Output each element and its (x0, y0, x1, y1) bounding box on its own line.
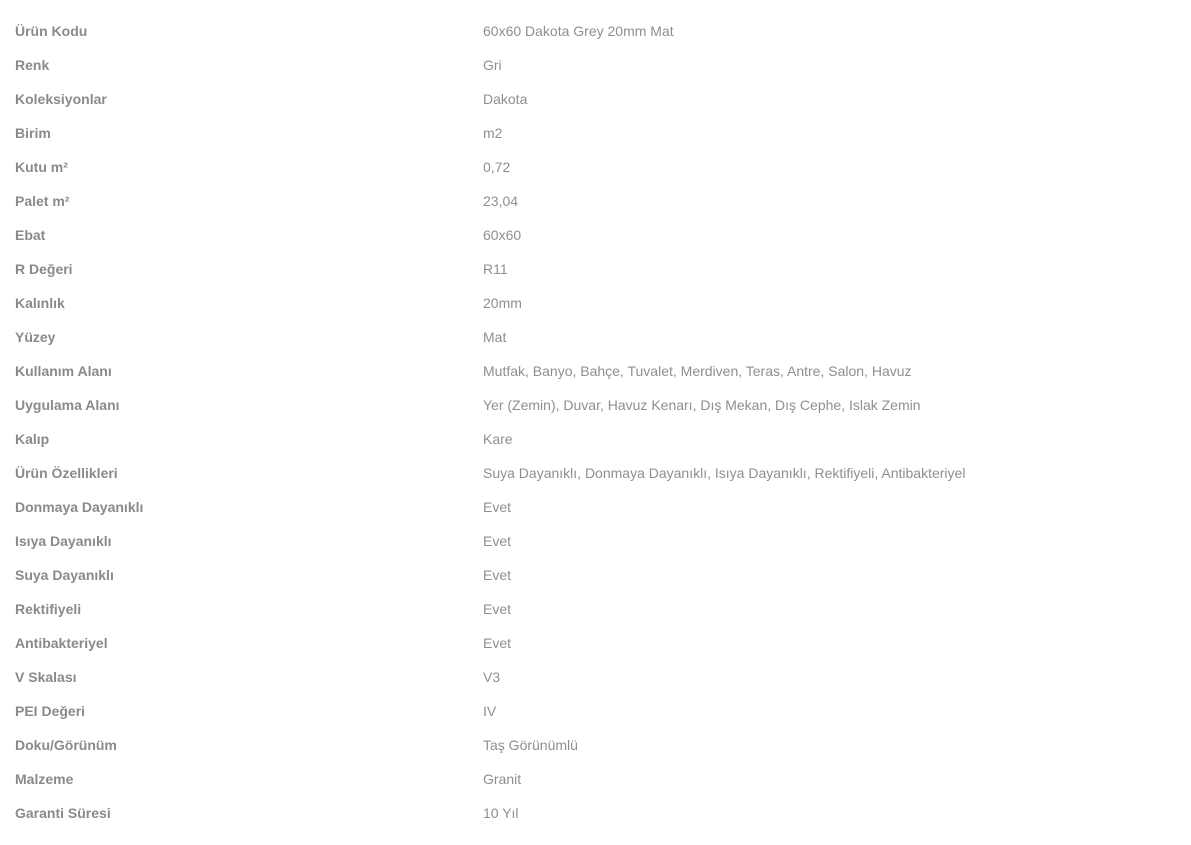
spec-value: m2 (483, 125, 503, 141)
spec-label: Doku/Görünüm (15, 737, 117, 753)
spec-value: 60x60 Dakota Grey 20mm Mat (483, 23, 674, 39)
spec-row-birim (15, 116, 1175, 150)
spec-label: Yüzey (15, 329, 56, 345)
spec-label: Birim (15, 125, 51, 141)
spec-value: 10 Yıl (483, 805, 519, 821)
spec-label: Palet m² (15, 193, 70, 209)
spec-label: Ürün Kodu (15, 23, 88, 39)
spec-row-palet-m2 (15, 184, 1175, 218)
spec-label: Suya Dayanıklı (15, 567, 114, 583)
spec-label: Koleksiyonlar (15, 91, 107, 107)
spec-value: Kare (483, 431, 513, 447)
spec-label: Rektifiyeli (15, 601, 82, 617)
spec-row-pei-degeri (15, 694, 1175, 728)
spec-row-renk (15, 48, 1175, 82)
spec-label: Kullanım Alanı (15, 363, 112, 379)
spec-label: V Skalası (15, 669, 77, 685)
spec-value: Taş Görünümlü (483, 737, 578, 753)
spec-row-garanti-suresi (15, 796, 1175, 830)
spec-row-rektifiyeli (15, 592, 1175, 626)
spec-row-urun-ozellikleri (15, 456, 1175, 490)
spec-value: Evet (483, 601, 512, 617)
spec-row-yuzey (15, 320, 1175, 354)
spec-row-kullanim-alani (15, 354, 1175, 388)
spec-value: Evet (483, 533, 512, 549)
spec-value: Suya Dayanıklı, Donmaya Dayanıklı, Isıya Dayanıklı, Rektifiyeli, Antibakteriyel (483, 465, 966, 481)
spec-row-r-degeri (15, 252, 1175, 286)
spec-label: Kalıp (15, 431, 50, 447)
spec-value: Mat (483, 329, 507, 345)
spec-value: Mutfak, Banyo, Bahçe, Tuvalet, Merdiven, Teras, Antre, Salon, Havuz (483, 363, 912, 379)
spec-value: Evet (483, 567, 512, 583)
spec-value: 0,72 (483, 159, 511, 175)
spec-value: Dakota (483, 91, 528, 107)
spec-label: Renk (15, 57, 50, 73)
spec-value: Evet (483, 499, 512, 515)
spec-value: Yer (Zemin), Duvar, Havuz Kenarı, Dış Mekan, Dış Cephe, Islak Zemin (483, 397, 921, 413)
spec-value: 23,04 (483, 193, 519, 209)
spec-value: Gri (483, 57, 502, 73)
spec-value: Evet (483, 635, 512, 651)
spec-value: IV (483, 703, 497, 719)
spec-value: 20mm (483, 295, 522, 311)
spec-row-isiya-dayanikli (15, 524, 1175, 558)
spec-row-uygulama-alani (15, 388, 1175, 422)
product-specs-table (15, 14, 1175, 830)
spec-row-donmaya-dayanikli (15, 490, 1175, 524)
spec-value: V3 (483, 669, 501, 685)
spec-label: Kutu m² (15, 159, 68, 175)
spec-row-ebat (15, 218, 1175, 252)
spec-label: Ebat (15, 227, 46, 243)
spec-row-doku-gorunum (15, 728, 1175, 762)
spec-value: Granit (483, 771, 522, 787)
spec-row-v-skalasi (15, 660, 1175, 694)
spec-label: Antibakteriyel (15, 635, 108, 651)
spec-label: Uygulama Alanı (15, 397, 120, 413)
spec-row-malzeme (15, 762, 1175, 796)
spec-row-kalip (15, 422, 1175, 456)
spec-label: Isıya Dayanıklı (15, 533, 112, 549)
spec-row-kalinlik (15, 286, 1175, 320)
spec-value: 60x60 (483, 227, 522, 243)
spec-label: R Değeri (15, 261, 73, 277)
spec-label: Kalınlık (15, 295, 65, 311)
spec-value: R11 (483, 261, 508, 277)
spec-row-kutu-m2 (15, 150, 1175, 184)
spec-label: Malzeme (15, 771, 74, 787)
spec-label: Donmaya Dayanıklı (15, 499, 144, 515)
spec-label: PEI Değeri (15, 703, 86, 719)
spec-label: Garanti Süresi (15, 805, 111, 821)
spec-row-koleksiyonlar (15, 82, 1175, 116)
spec-label: Ürün Özellikleri (15, 465, 118, 481)
spec-row-suya-dayanikli (15, 558, 1175, 592)
spec-row-antibakteriyel (15, 626, 1175, 660)
spec-row-urun-kodu (15, 14, 1175, 48)
